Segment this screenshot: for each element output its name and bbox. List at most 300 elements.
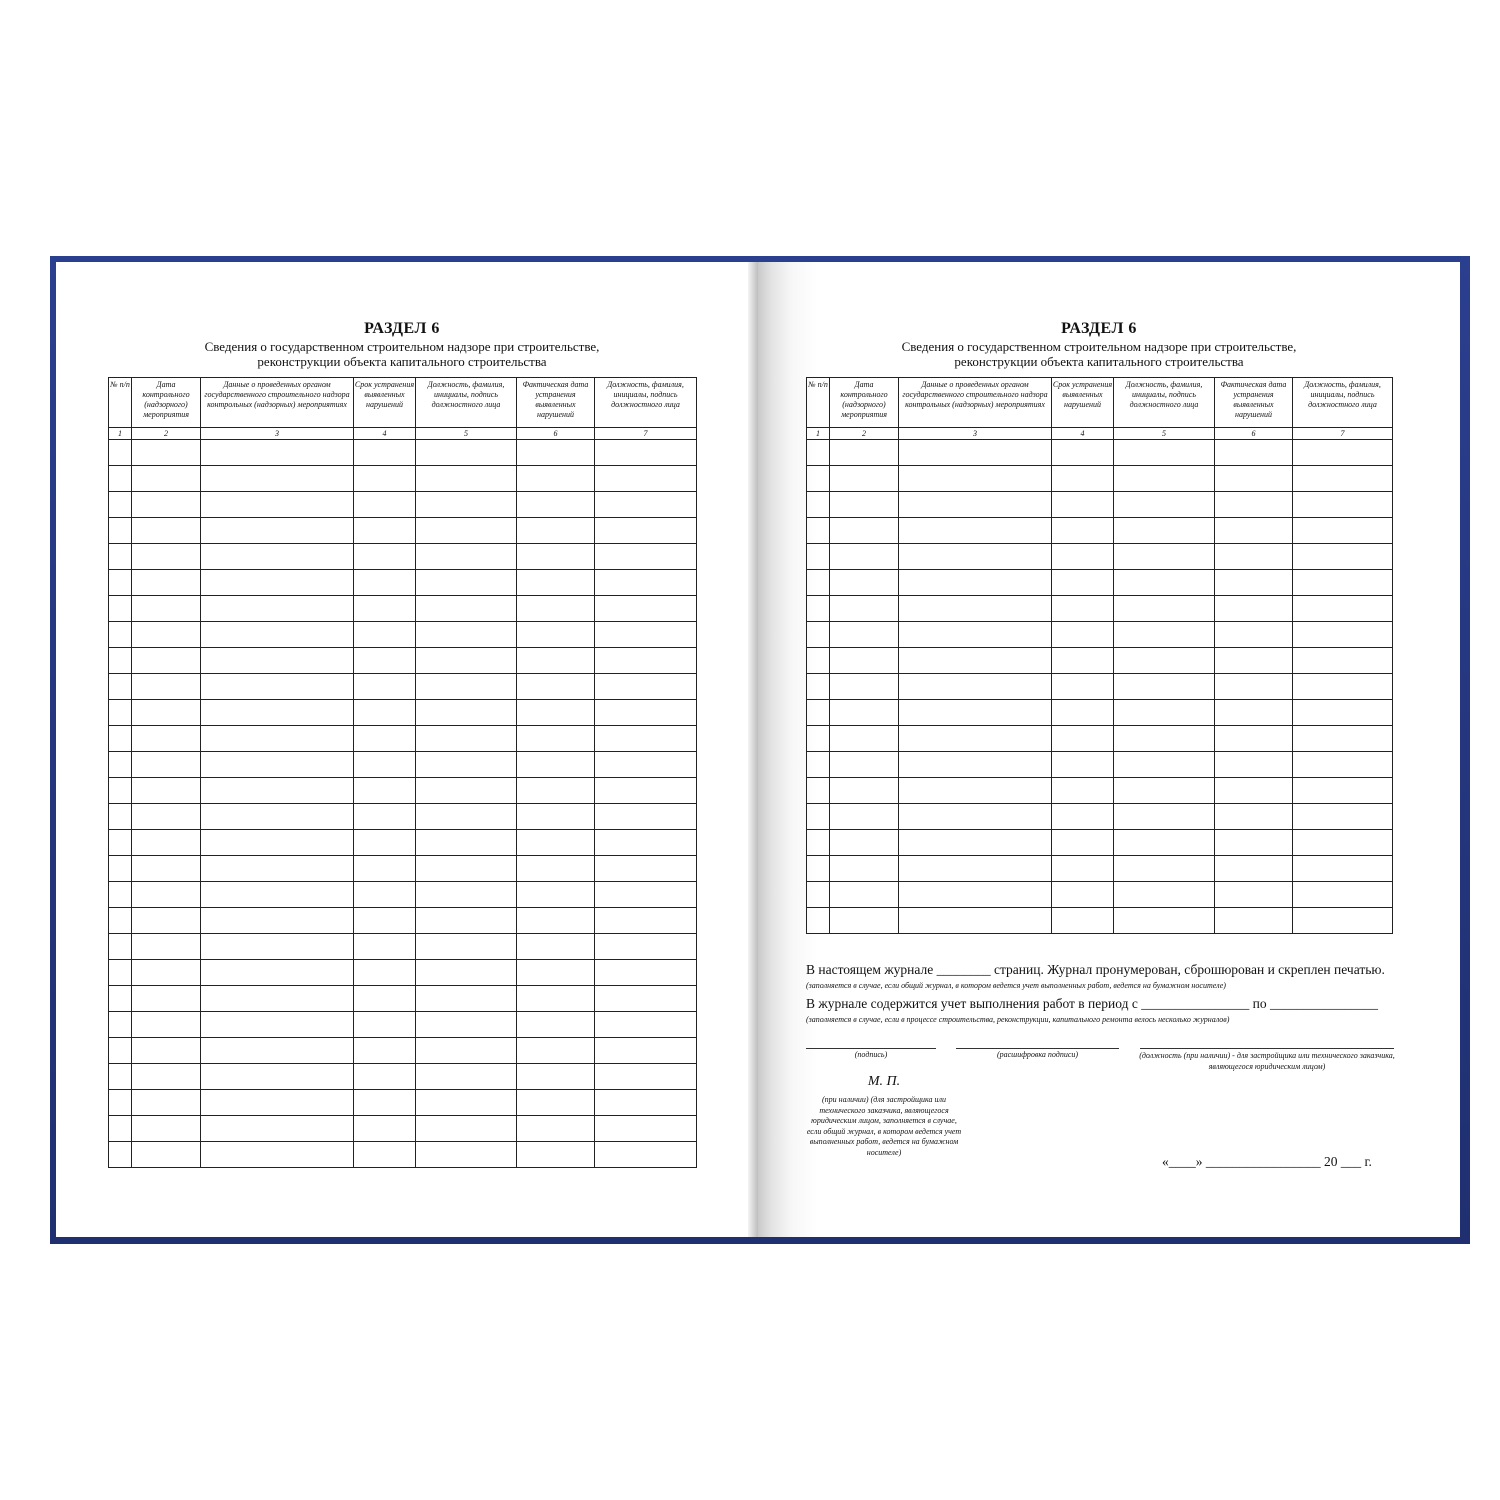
table-cell[interactable] [1215, 440, 1293, 466]
table-cell[interactable] [132, 1090, 201, 1116]
table-cell[interactable] [807, 466, 830, 492]
table-cell[interactable] [1215, 856, 1293, 882]
table-cell[interactable] [1052, 492, 1114, 518]
table-cell[interactable] [354, 986, 416, 1012]
table-cell[interactable] [517, 856, 595, 882]
table-cell[interactable] [132, 778, 201, 804]
table-cell[interactable] [201, 726, 354, 752]
table-cell[interactable] [132, 960, 201, 986]
table-cell[interactable] [416, 648, 517, 674]
table-cell[interactable] [1293, 518, 1393, 544]
table-cell[interactable] [1293, 700, 1393, 726]
table-cell[interactable] [517, 804, 595, 830]
table-cell[interactable] [899, 518, 1052, 544]
table-cell[interactable] [1293, 908, 1393, 934]
table-cell[interactable] [109, 518, 132, 544]
table-cell[interactable] [354, 726, 416, 752]
table-cell[interactable] [899, 700, 1052, 726]
table-cell[interactable] [354, 596, 416, 622]
table-cell[interactable] [1215, 778, 1293, 804]
table-cell[interactable] [1293, 804, 1393, 830]
table-cell[interactable] [354, 648, 416, 674]
table-cell[interactable] [1293, 882, 1393, 908]
table-cell[interactable] [1293, 466, 1393, 492]
table-cell[interactable] [416, 700, 517, 726]
table-cell[interactable] [595, 596, 697, 622]
table-cell[interactable] [807, 752, 830, 778]
table-cell[interactable] [132, 804, 201, 830]
table-cell[interactable] [899, 492, 1052, 518]
table-cell[interactable] [132, 908, 201, 934]
table-cell[interactable] [109, 570, 132, 596]
table-cell[interactable] [595, 752, 697, 778]
table-cell[interactable] [1293, 726, 1393, 752]
table-cell[interactable] [416, 1116, 517, 1142]
table-cell[interactable] [201, 674, 354, 700]
table-cell[interactable] [807, 882, 830, 908]
table-cell[interactable] [595, 518, 697, 544]
table-cell[interactable] [807, 674, 830, 700]
table-cell[interactable] [132, 700, 201, 726]
table-cell[interactable] [109, 908, 132, 934]
table-cell[interactable] [109, 934, 132, 960]
table-cell[interactable] [595, 986, 697, 1012]
table-cell[interactable] [416, 1090, 517, 1116]
table-cell[interactable] [201, 544, 354, 570]
table-cell[interactable] [132, 830, 201, 856]
table-cell[interactable] [1114, 752, 1215, 778]
table-cell[interactable] [201, 596, 354, 622]
table-cell[interactable] [595, 1012, 697, 1038]
table-cell[interactable] [595, 882, 697, 908]
table-cell[interactable] [132, 882, 201, 908]
table-cell[interactable] [830, 570, 899, 596]
table-cell[interactable] [416, 960, 517, 986]
table-cell[interactable] [201, 752, 354, 778]
table-cell[interactable] [132, 622, 201, 648]
table-cell[interactable] [899, 804, 1052, 830]
table-cell[interactable] [595, 804, 697, 830]
table-cell[interactable] [1114, 908, 1215, 934]
table-cell[interactable] [899, 544, 1052, 570]
table-cell[interactable] [595, 700, 697, 726]
table-cell[interactable] [1215, 622, 1293, 648]
table-cell[interactable] [109, 1064, 132, 1090]
table-cell[interactable] [1215, 518, 1293, 544]
table-cell[interactable] [354, 1012, 416, 1038]
table-cell[interactable] [517, 544, 595, 570]
table-cell[interactable] [830, 674, 899, 700]
table-cell[interactable] [354, 674, 416, 700]
table-cell[interactable] [899, 674, 1052, 700]
table-cell[interactable] [517, 882, 595, 908]
table-cell[interactable] [354, 856, 416, 882]
table-cell[interactable] [1293, 596, 1393, 622]
table-cell[interactable] [517, 830, 595, 856]
table-cell[interactable] [354, 1038, 416, 1064]
table-cell[interactable] [109, 830, 132, 856]
table-cell[interactable] [830, 804, 899, 830]
table-cell[interactable] [354, 1064, 416, 1090]
table-cell[interactable] [132, 1038, 201, 1064]
table-cell[interactable] [1052, 882, 1114, 908]
table-cell[interactable] [517, 960, 595, 986]
table-cell[interactable] [1114, 804, 1215, 830]
table-cell[interactable] [109, 466, 132, 492]
table-cell[interactable] [1293, 492, 1393, 518]
table-cell[interactable] [416, 518, 517, 544]
table-cell[interactable] [595, 1142, 697, 1168]
table-cell[interactable] [1215, 570, 1293, 596]
table-cell[interactable] [807, 544, 830, 570]
table-cell[interactable] [416, 804, 517, 830]
table-cell[interactable] [201, 830, 354, 856]
table-cell[interactable] [1052, 778, 1114, 804]
table-cell[interactable] [416, 1064, 517, 1090]
signature-decode-line[interactable] [956, 1048, 1119, 1049]
table-cell[interactable] [1052, 700, 1114, 726]
table-cell[interactable] [416, 908, 517, 934]
table-cell[interactable] [132, 466, 201, 492]
table-cell[interactable] [132, 934, 201, 960]
table-cell[interactable] [899, 622, 1052, 648]
table-cell[interactable] [517, 986, 595, 1012]
table-cell[interactable] [1215, 544, 1293, 570]
table-cell[interactable] [354, 492, 416, 518]
table-cell[interactable] [109, 1142, 132, 1168]
table-cell[interactable] [109, 544, 132, 570]
table-cell[interactable] [1052, 674, 1114, 700]
table-cell[interactable] [807, 518, 830, 544]
table-cell[interactable] [517, 1038, 595, 1064]
table-cell[interactable] [109, 778, 132, 804]
table-cell[interactable] [416, 778, 517, 804]
table-cell[interactable] [416, 674, 517, 700]
table-cell[interactable] [830, 882, 899, 908]
table-cell[interactable] [109, 1038, 132, 1064]
table-cell[interactable] [1215, 700, 1293, 726]
table-cell[interactable] [132, 752, 201, 778]
table-cell[interactable] [830, 856, 899, 882]
table-cell[interactable] [595, 570, 697, 596]
table-cell[interactable] [595, 492, 697, 518]
table-cell[interactable] [201, 1142, 354, 1168]
table-cell[interactable] [517, 1012, 595, 1038]
table-cell[interactable] [807, 622, 830, 648]
table-cell[interactable] [517, 466, 595, 492]
table-cell[interactable] [595, 1090, 697, 1116]
table-cell[interactable] [1052, 726, 1114, 752]
table-cell[interactable] [1293, 648, 1393, 674]
table-cell[interactable] [1114, 622, 1215, 648]
table-cell[interactable] [517, 1116, 595, 1142]
period-end-blank[interactable]: ________________ [1269, 996, 1378, 1011]
table-cell[interactable] [595, 622, 697, 648]
table-cell[interactable] [1114, 466, 1215, 492]
table-cell[interactable] [899, 908, 1052, 934]
table-cell[interactable] [517, 1090, 595, 1116]
table-cell[interactable] [1052, 570, 1114, 596]
table-cell[interactable] [595, 934, 697, 960]
table-cell[interactable] [354, 1142, 416, 1168]
table-cell[interactable] [1215, 492, 1293, 518]
table-cell[interactable] [1114, 856, 1215, 882]
table-cell[interactable] [201, 1012, 354, 1038]
table-cell[interactable] [899, 570, 1052, 596]
table-cell[interactable] [201, 1090, 354, 1116]
table-cell[interactable] [595, 856, 697, 882]
table-cell[interactable] [109, 440, 132, 466]
table-cell[interactable] [109, 752, 132, 778]
table-cell[interactable] [132, 544, 201, 570]
table-cell[interactable] [132, 440, 201, 466]
table-cell[interactable] [830, 648, 899, 674]
table-cell[interactable] [201, 518, 354, 544]
table-cell[interactable] [201, 778, 354, 804]
table-cell[interactable] [354, 934, 416, 960]
table-cell[interactable] [201, 882, 354, 908]
table-cell[interactable] [109, 622, 132, 648]
table-cell[interactable] [416, 1038, 517, 1064]
table-cell[interactable] [109, 596, 132, 622]
table-cell[interactable] [807, 830, 830, 856]
table-cell[interactable] [1293, 830, 1393, 856]
table-cell[interactable] [109, 726, 132, 752]
table-cell[interactable] [354, 752, 416, 778]
table-cell[interactable] [517, 518, 595, 544]
table-cell[interactable] [830, 596, 899, 622]
table-cell[interactable] [1114, 440, 1215, 466]
table-cell[interactable] [109, 1090, 132, 1116]
table-cell[interactable] [595, 674, 697, 700]
table-cell[interactable] [517, 648, 595, 674]
table-cell[interactable] [354, 700, 416, 726]
table-cell[interactable] [830, 726, 899, 752]
table-cell[interactable] [899, 752, 1052, 778]
table-cell[interactable] [595, 960, 697, 986]
table-cell[interactable] [201, 1116, 354, 1142]
signature-line[interactable] [806, 1048, 936, 1049]
table-cell[interactable] [899, 856, 1052, 882]
table-cell[interactable] [416, 830, 517, 856]
table-cell[interactable] [416, 1142, 517, 1168]
table-cell[interactable] [1215, 648, 1293, 674]
table-cell[interactable] [416, 726, 517, 752]
table-cell[interactable] [1215, 804, 1293, 830]
table-cell[interactable] [109, 1116, 132, 1142]
table-cell[interactable] [517, 934, 595, 960]
table-cell[interactable] [354, 1116, 416, 1142]
table-cell[interactable] [109, 986, 132, 1012]
table-cell[interactable] [595, 440, 697, 466]
table-cell[interactable] [595, 466, 697, 492]
table-cell[interactable] [595, 830, 697, 856]
table-cell[interactable] [132, 1142, 201, 1168]
table-cell[interactable] [416, 752, 517, 778]
table-cell[interactable] [201, 1064, 354, 1090]
table-cell[interactable] [416, 986, 517, 1012]
table-cell[interactable] [354, 830, 416, 856]
table-cell[interactable] [517, 1142, 595, 1168]
table-cell[interactable] [830, 778, 899, 804]
table-cell[interactable] [899, 440, 1052, 466]
table-cell[interactable] [1052, 752, 1114, 778]
table-cell[interactable] [109, 700, 132, 726]
table-cell[interactable] [1052, 440, 1114, 466]
table-cell[interactable] [830, 622, 899, 648]
table-cell[interactable] [830, 492, 899, 518]
table-cell[interactable] [109, 804, 132, 830]
table-cell[interactable] [899, 882, 1052, 908]
table-cell[interactable] [354, 778, 416, 804]
table-cell[interactable] [132, 570, 201, 596]
table-cell[interactable] [109, 1012, 132, 1038]
table-cell[interactable] [807, 440, 830, 466]
table-cell[interactable] [1052, 466, 1114, 492]
table-cell[interactable] [354, 466, 416, 492]
table-cell[interactable] [807, 726, 830, 752]
table-cell[interactable] [517, 752, 595, 778]
table-cell[interactable] [1052, 856, 1114, 882]
table-cell[interactable] [1052, 830, 1114, 856]
table-cell[interactable] [517, 908, 595, 934]
table-cell[interactable] [517, 726, 595, 752]
table-cell[interactable] [354, 622, 416, 648]
table-cell[interactable] [1052, 544, 1114, 570]
table-cell[interactable] [201, 856, 354, 882]
table-cell[interactable] [109, 492, 132, 518]
table-cell[interactable] [132, 596, 201, 622]
table-cell[interactable] [1293, 778, 1393, 804]
table-cell[interactable] [132, 726, 201, 752]
table-cell[interactable] [1215, 752, 1293, 778]
table-cell[interactable] [201, 622, 354, 648]
table-cell[interactable] [132, 1116, 201, 1142]
table-cell[interactable] [354, 804, 416, 830]
table-cell[interactable] [899, 648, 1052, 674]
table-cell[interactable] [517, 622, 595, 648]
table-cell[interactable] [517, 700, 595, 726]
table-cell[interactable] [807, 856, 830, 882]
table-cell[interactable] [807, 778, 830, 804]
table-cell[interactable] [354, 908, 416, 934]
table-cell[interactable] [201, 466, 354, 492]
table-cell[interactable] [807, 700, 830, 726]
table-cell[interactable] [1293, 440, 1393, 466]
table-cell[interactable] [416, 570, 517, 596]
table-cell[interactable] [1052, 648, 1114, 674]
table-cell[interactable] [1215, 674, 1293, 700]
table-cell[interactable] [830, 544, 899, 570]
table-cell[interactable] [517, 674, 595, 700]
table-cell[interactable] [416, 544, 517, 570]
table-cell[interactable] [595, 908, 697, 934]
table-cell[interactable] [109, 960, 132, 986]
table-cell[interactable] [595, 1038, 697, 1064]
table-cell[interactable] [1293, 622, 1393, 648]
table-cell[interactable] [354, 518, 416, 544]
table-cell[interactable] [1114, 726, 1215, 752]
table-cell[interactable] [807, 570, 830, 596]
table-cell[interactable] [807, 596, 830, 622]
table-cell[interactable] [830, 908, 899, 934]
table-cell[interactable] [1215, 466, 1293, 492]
table-cell[interactable] [132, 674, 201, 700]
table-cell[interactable] [807, 492, 830, 518]
table-cell[interactable] [1293, 752, 1393, 778]
table-cell[interactable] [517, 596, 595, 622]
table-cell[interactable] [354, 544, 416, 570]
table-cell[interactable] [1114, 674, 1215, 700]
table-cell[interactable] [899, 466, 1052, 492]
table-cell[interactable] [416, 856, 517, 882]
table-cell[interactable] [132, 492, 201, 518]
position-line[interactable] [1140, 1048, 1394, 1049]
table-cell[interactable] [830, 830, 899, 856]
table-cell[interactable] [354, 440, 416, 466]
table-cell[interactable] [517, 440, 595, 466]
table-cell[interactable] [807, 804, 830, 830]
table-cell[interactable] [416, 622, 517, 648]
period-start-blank[interactable]: ________________ [1141, 996, 1250, 1011]
table-cell[interactable] [1215, 882, 1293, 908]
table-cell[interactable] [201, 570, 354, 596]
date-line[interactable]: «____» _________________ 20 ___ г. [1162, 1154, 1372, 1169]
table-cell[interactable] [132, 986, 201, 1012]
table-cell[interactable] [1114, 492, 1215, 518]
table-cell[interactable] [201, 986, 354, 1012]
table-cell[interactable] [830, 700, 899, 726]
table-cell[interactable] [201, 1038, 354, 1064]
table-cell[interactable] [201, 648, 354, 674]
table-cell[interactable] [132, 1064, 201, 1090]
table-cell[interactable] [899, 726, 1052, 752]
table-cell[interactable] [1215, 726, 1293, 752]
table-cell[interactable] [416, 1012, 517, 1038]
table-cell[interactable] [416, 440, 517, 466]
table-cell[interactable] [899, 596, 1052, 622]
table-cell[interactable] [132, 856, 201, 882]
table-cell[interactable] [595, 544, 697, 570]
table-cell[interactable] [354, 570, 416, 596]
table-cell[interactable] [416, 934, 517, 960]
table-cell[interactable] [201, 804, 354, 830]
table-cell[interactable] [1052, 908, 1114, 934]
table-cell[interactable] [1052, 622, 1114, 648]
table-cell[interactable] [595, 648, 697, 674]
table-cell[interactable] [354, 882, 416, 908]
table-cell[interactable] [109, 674, 132, 700]
table-cell[interactable] [416, 466, 517, 492]
table-cell[interactable] [1293, 570, 1393, 596]
table-cell[interactable] [416, 882, 517, 908]
table-cell[interactable] [1114, 882, 1215, 908]
table-cell[interactable] [1052, 804, 1114, 830]
table-cell[interactable] [1114, 778, 1215, 804]
table-cell[interactable] [830, 518, 899, 544]
table-cell[interactable] [109, 882, 132, 908]
table-cell[interactable] [416, 492, 517, 518]
table-cell[interactable] [1114, 700, 1215, 726]
table-cell[interactable] [830, 752, 899, 778]
table-cell[interactable] [132, 518, 201, 544]
table-cell[interactable] [201, 440, 354, 466]
table-cell[interactable] [595, 726, 697, 752]
pages-count-blank[interactable]: ________ [936, 962, 991, 977]
table-cell[interactable] [201, 492, 354, 518]
table-cell[interactable] [1114, 544, 1215, 570]
table-cell[interactable] [595, 1116, 697, 1142]
